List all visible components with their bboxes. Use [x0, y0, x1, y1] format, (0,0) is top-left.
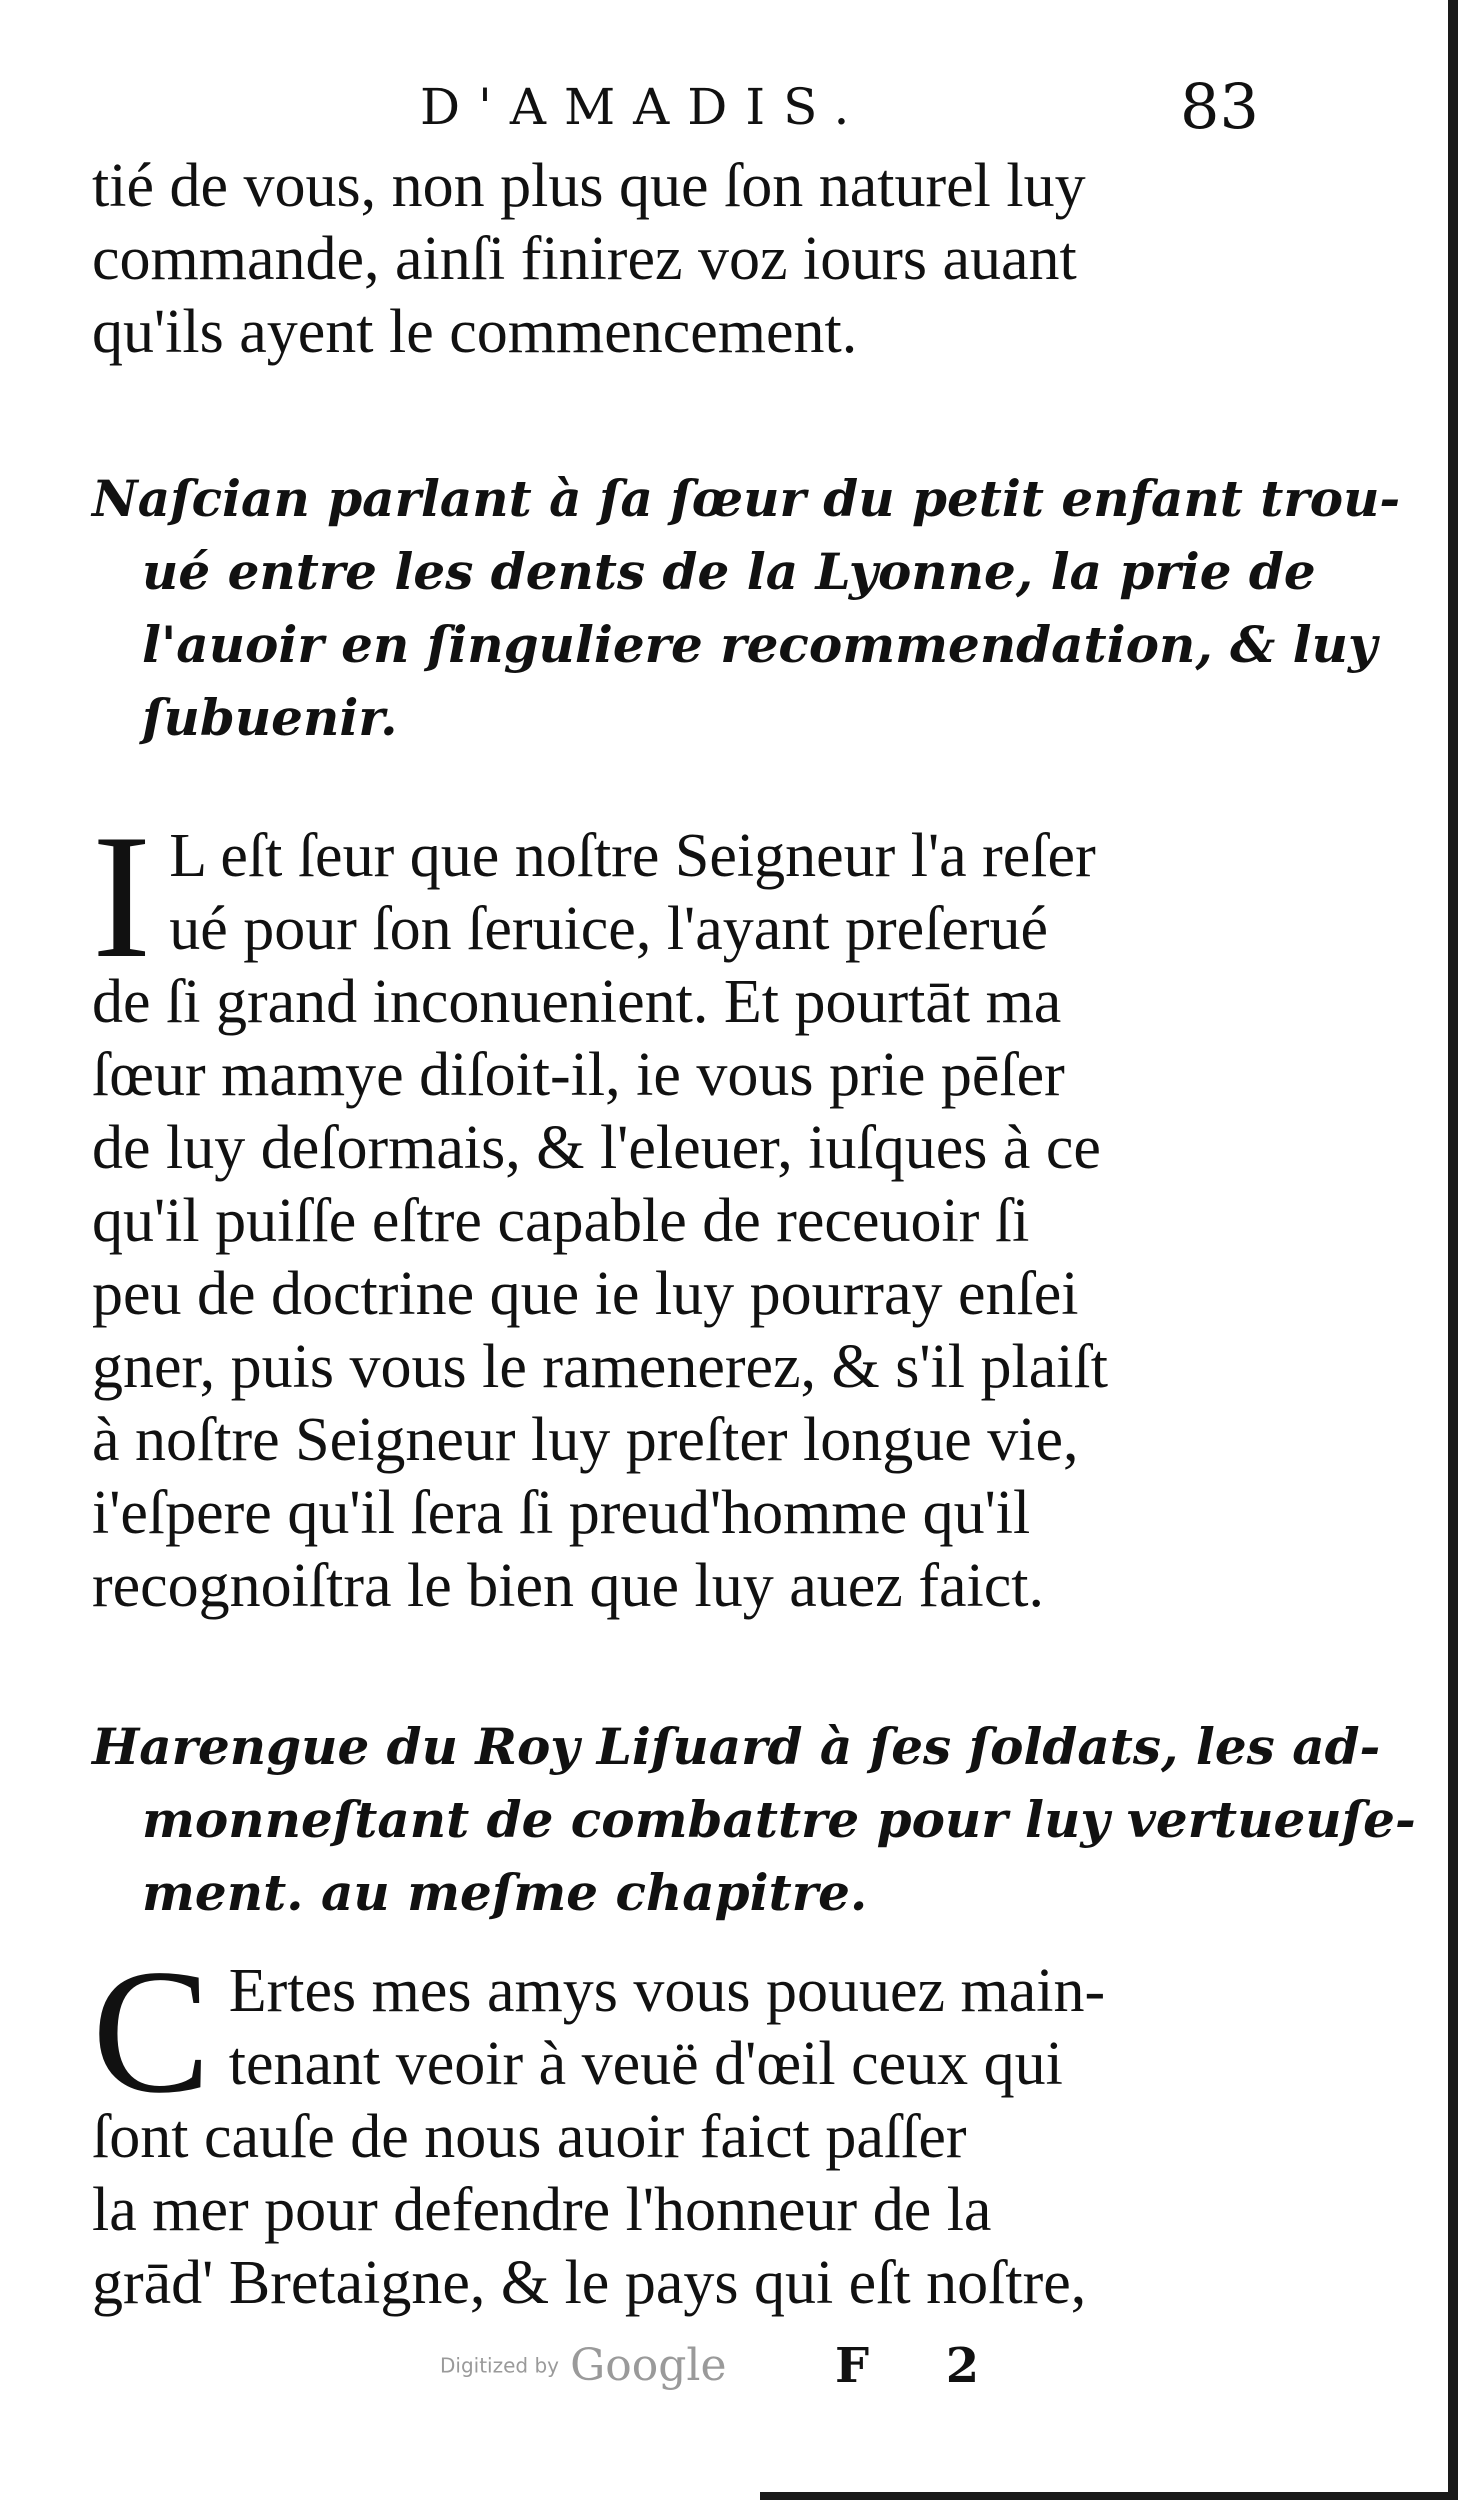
text-line: de ſi grand inconuenient. Et pourtāt ma: [92, 968, 1062, 1036]
text-line: recognoiſtra le bien que luy auez faict.: [92, 1552, 1044, 1620]
text-line: gner, puis vous le ramenerez, & s'il plaiſt: [92, 1333, 1108, 1401]
summary-nascian: [92, 462, 1401, 754]
summary-line: ment. au meſme chapitre.: [142, 1863, 868, 1922]
text-line: tenant veoir à veuë d'œil ceux qui: [228, 2030, 1063, 2098]
text-line: grād' Bretaigne, & le pays qui eſt noſtre,: [92, 2249, 1087, 2317]
signature-mark: F 2: [835, 2338, 1010, 2394]
running-title: D'AMADIS.: [420, 78, 868, 136]
page-number: 83: [1180, 70, 1259, 143]
drop-cap: I: [92, 797, 152, 995]
text-line: à noſtre Seigneur luy preſter longue vie,: [92, 1406, 1079, 1474]
summary-line: ué entre les dents de la Lyonne, la prie de: [142, 542, 1316, 601]
text-line: i'eſpere qu'il ſera ſi preud'homme qu'il: [92, 1479, 1031, 1547]
text-line: ſœur mamye diſoit-il, ie vous prie pēſer: [92, 1041, 1065, 1109]
summary-line: monneſtant de combattre pour luy vertueuſe-: [142, 1790, 1416, 1849]
text-line: qu'ils ayent le commencement.: [92, 298, 858, 366]
google-logo: Google: [570, 2340, 727, 2391]
text-line: peu de doctrine que ie luy pourray enſei: [92, 1260, 1079, 1328]
text-line: de luy deſormais, & l'eleuer, iuſques à ce: [92, 1114, 1101, 1182]
summary-line: ſubuenir.: [142, 688, 398, 747]
digitized-watermark: [440, 2340, 727, 2391]
summary-line: Harengue du Roy Liſuard à ſes ſoldats, les ad-: [92, 1717, 1381, 1776]
digitized-prefix: Digitized by: [440, 2353, 559, 2378]
scan-edge-shadow: [1448, 0, 1458, 2500]
paragraph-continuation: [92, 150, 1272, 369]
text-line: Ertes mes amys vous pouuez main-: [228, 1957, 1106, 2025]
paragraph-nascian-speech: [92, 797, 1272, 1623]
text-line: tié de vous, non plus que ſon naturel luy: [92, 152, 1086, 220]
drop-cap: C: [92, 1932, 211, 2130]
page-header: [280, 70, 1280, 158]
text-line: commande, ainſi finirez voz iours auant: [92, 225, 1077, 293]
text-line: ué pour ſon ſeruice, l'ayant preſerué: [169, 895, 1049, 963]
paragraph-lisuard-speech: [92, 1932, 1272, 2320]
scan-bottom-shadow: [760, 2492, 1458, 2500]
summary-line: l'auoir en ſinguliere recommendation, & luy: [142, 615, 1378, 674]
text-line: la mer pour defendre l'honneur de la: [92, 2176, 992, 2244]
text-line: ſont cauſe de nous auoir faict paſſer: [92, 2103, 967, 2171]
summary-lisuard: [92, 1710, 1416, 1929]
summary-line: Naſcian parlant à ſa ſœur du petit enfant trou-: [92, 469, 1401, 528]
text-line: L eſt ſeur que noſtre Seigneur l'a reſer: [169, 822, 1096, 890]
text-line: qu'il puiſſe eſtre capable de receuoir ſi: [92, 1187, 1030, 1255]
